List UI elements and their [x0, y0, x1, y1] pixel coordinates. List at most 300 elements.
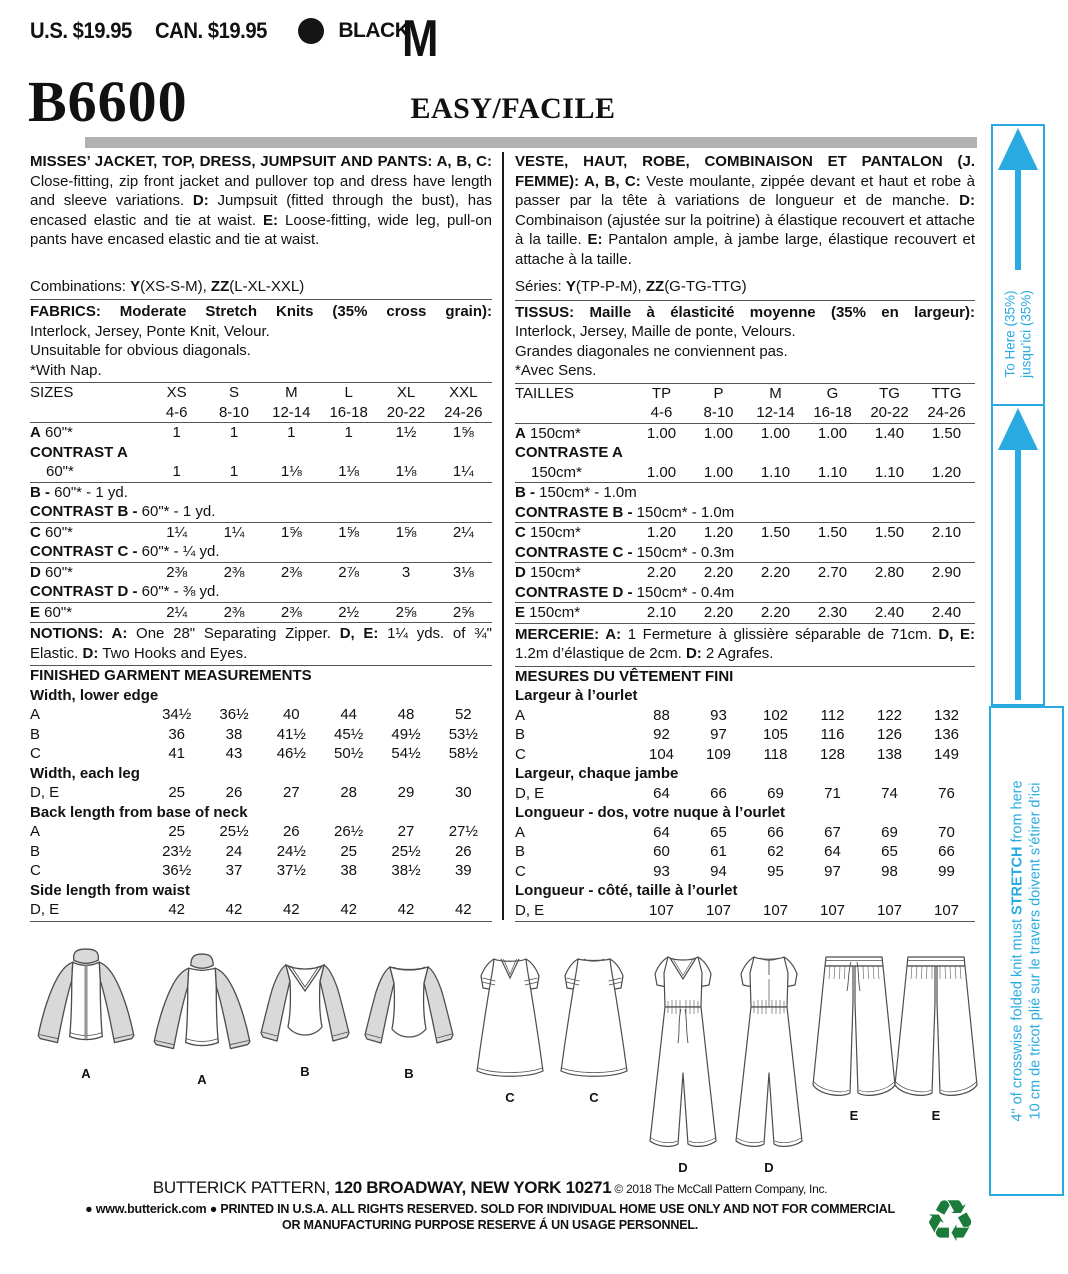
table-cell: 65: [710, 823, 727, 841]
mccalls-m-logo: M: [402, 9, 439, 68]
table-cell: 132: [933, 706, 960, 724]
table-cell: 23½: [162, 842, 192, 860]
table-cell: 1.20: [703, 524, 734, 541]
table-cell: 107: [705, 901, 732, 919]
table-cell: 92: [653, 726, 670, 743]
table-row: [515, 823, 975, 843]
table-cell: 67: [824, 823, 841, 841]
pants-back-illustration: [892, 946, 980, 1106]
recycle-icon: ♻: [924, 1187, 976, 1255]
table-row: [30, 822, 492, 842]
table-cell: 60: [653, 843, 670, 860]
table-cell: 2⅝: [452, 603, 474, 621]
table-cell: 16-18: [813, 404, 852, 421]
table-cell: 64: [653, 823, 670, 841]
table-cell: 25: [168, 823, 185, 840]
table-cell: 1.50: [817, 524, 848, 541]
table-cell: 1.50: [874, 524, 905, 541]
dress-back-illustration: [548, 946, 640, 1088]
table-cell: 1.20: [931, 463, 962, 481]
table-cell: 1⅛: [395, 463, 417, 480]
table-cell: 12-14: [756, 404, 795, 421]
row-label: C: [30, 862, 41, 879]
table-cell: 1.00: [646, 463, 677, 481]
row-label: B: [515, 843, 526, 860]
table-cell: 1⅝: [280, 523, 302, 541]
table-cell: 93: [653, 862, 670, 880]
table-row: [30, 502, 492, 522]
column-french: [515, 152, 975, 922]
table-cell: 30: [454, 784, 472, 801]
jumpsuit-front-illustration: [636, 944, 730, 1158]
row-label: A: [30, 823, 41, 840]
table-cell: 41½: [276, 725, 306, 743]
row-label: B - 150cm* - 1.0m: [515, 484, 637, 501]
table-row: [30, 744, 492, 764]
table-cell: G: [826, 384, 839, 402]
table-cell: 1: [172, 424, 181, 441]
drawing-label: B: [300, 1064, 310, 1079]
table-row: [30, 403, 492, 423]
table-cell: 36½: [219, 706, 249, 723]
drawing-label: A: [197, 1072, 207, 1087]
row-label: D, E: [30, 784, 60, 801]
table-cell: M: [285, 384, 298, 401]
table-cell: 2⅜: [223, 603, 245, 621]
table-row: [515, 583, 975, 603]
rights-line-2: OR MANUFACTURING PURPOSE RESERVE Á UN USAGE PERSONNEL.: [281, 1218, 699, 1232]
row-label: Width, lower edge: [30, 686, 159, 704]
table-cell: 64: [653, 784, 670, 802]
table-cell: TG: [879, 384, 900, 402]
table-row: [515, 784, 975, 804]
table-cell: 46½: [276, 745, 306, 762]
table-row: [515, 842, 975, 862]
table-cell: 2.80: [874, 564, 905, 581]
table-cell: 1⅝: [395, 523, 417, 541]
table-cell: 99: [938, 862, 955, 880]
column-english: [30, 152, 492, 922]
top-back-illustration: [356, 952, 462, 1064]
footer: [40, 1178, 940, 1232]
table-cell: 27: [282, 784, 300, 801]
table-cell: 118: [763, 745, 788, 763]
table-cell: 1: [287, 424, 296, 441]
table-cell: 66: [767, 823, 784, 841]
table-cell: 2.40: [931, 604, 962, 621]
table-row: [515, 901, 975, 921]
row-label: C: [30, 745, 41, 762]
table-cell: 4-6: [650, 404, 673, 421]
fabrics-heading: FABRICS: Moderate Stretch Knits (35% cross grain):: [30, 303, 492, 320]
fabrics-block-fr: TISSUS: Maille à élasticité moyenne (35% en largeur): Interlock, Jersey, Maille de ponte, Velours. Grandes diagonales ne conviennent pas. *Avec Sens.: [515, 303, 975, 379]
drawing-label: E: [931, 1108, 941, 1123]
pattern-number: B6600: [28, 69, 188, 134]
table-cell: 107: [648, 901, 675, 919]
table-cell: 138: [876, 745, 903, 763]
table-cell: 29: [397, 784, 415, 801]
drawing-dress-front: [464, 946, 556, 1105]
table-row: [30, 602, 492, 623]
row-label: TAILLES: [515, 384, 574, 402]
table-cell: 1.50: [931, 424, 962, 442]
row-label: D 60"*: [30, 563, 73, 581]
table-cell: 27: [397, 823, 415, 840]
table-cell: 1: [172, 463, 181, 480]
column-divider: [502, 152, 504, 920]
table-row: [30, 881, 492, 901]
table-cell: M: [769, 384, 782, 402]
row-label: Longueur - dos, votre nuque à l’ourlet: [515, 804, 786, 821]
table-cell: S: [228, 384, 239, 401]
table-cell: TTG: [931, 384, 962, 402]
table-cell: 8-10: [218, 403, 249, 421]
table-cell: XL: [396, 384, 416, 401]
table-row: [30, 482, 492, 503]
table-cell: 66: [710, 784, 727, 802]
row-label: C: [515, 745, 526, 763]
table-cell: 107: [762, 901, 789, 919]
table-cell: 38½: [391, 862, 421, 879]
table-cell: 42: [282, 901, 300, 918]
row-label: C 60"*: [30, 523, 73, 541]
table-cell: 42: [225, 901, 243, 918]
drawing-label: B: [404, 1066, 414, 1081]
price-can: CAN. $19.95: [154, 18, 267, 43]
yardage-table-fr: [515, 383, 975, 624]
table-cell: 70: [938, 823, 955, 841]
table-cell: 107: [933, 901, 960, 919]
drawing-label: D: [678, 1160, 688, 1175]
measurements-title-en: FINISHED GARMENT MEASUREMENTS: [30, 667, 312, 684]
table-row: [30, 382, 492, 403]
row-label: CONTRASTE D - 150cm* - 0.4m: [515, 583, 735, 601]
table-cell: 37: [225, 862, 243, 879]
table-row: [30, 422, 492, 443]
row-label: B - 60"* - 1 yd.: [30, 483, 128, 501]
table-cell: 2.20: [760, 604, 791, 621]
table-row: [515, 745, 975, 765]
row-label: E 60"*: [30, 603, 73, 621]
table-row: [30, 842, 492, 862]
row-label: CONTRASTE B - 150cm* - 1.0m: [515, 503, 735, 521]
table-row: [515, 503, 975, 523]
dress-front-illustration: [464, 946, 556, 1088]
row-label: CONTRAST C - 60"* - ¼ yd.: [30, 543, 220, 560]
table-cell: 128: [819, 745, 846, 763]
yardage-table-en: [30, 382, 492, 623]
measurements-table-en: [30, 665, 492, 922]
table-row: [30, 462, 492, 482]
row-label: B: [30, 725, 41, 743]
row-label: D, E: [30, 901, 60, 918]
table-cell: 2⅞: [338, 563, 360, 581]
drawing-dress-back: [548, 946, 640, 1105]
table-cell: 38: [340, 862, 357, 879]
jacket-back-illustration: [146, 952, 258, 1070]
up-arrow-stem: [1015, 168, 1021, 270]
row-label: B: [515, 726, 526, 743]
drawing-label: E: [849, 1108, 859, 1123]
drawing-jacket-front: [30, 946, 142, 1081]
table-cell: 1: [229, 424, 239, 441]
table-cell: 2¼: [166, 603, 188, 621]
table-cell: 122: [876, 706, 903, 724]
row-label: D, E: [515, 784, 545, 802]
table-cell: 62: [767, 843, 784, 860]
table-row: [30, 686, 492, 706]
table-row: [515, 403, 975, 423]
row-label: B: [30, 842, 41, 860]
table-row: [515, 862, 975, 882]
stretch-gauge-column: [991, 124, 1045, 706]
table-cell: 26½: [334, 823, 364, 840]
table-cell: 64: [824, 843, 841, 860]
row-label: Largeur à l’ourlet: [515, 687, 638, 704]
table-cell: 36: [168, 725, 185, 743]
notions-paragraph-fr: MERCERIE: A: 1 Fermeture à glissière séparable de 71cm. D, E: 1.2m d’élastique de 2cm. D: 2 Agrafes.: [515, 625, 975, 662]
jumpsuit-back-illustration: [722, 944, 816, 1158]
table-cell: 61: [710, 843, 727, 860]
drawing-top-front: [252, 950, 358, 1079]
stretch-gauge-top-section: [993, 126, 1043, 406]
table-cell: TP: [651, 384, 672, 402]
table-cell: 66: [938, 843, 955, 860]
table-cell: 98: [881, 862, 898, 880]
row-label: CONTRASTE A: [515, 444, 623, 461]
to-here-label: To Here (35%) jusqu’ici (35%): [1002, 290, 1033, 378]
table-row: [515, 482, 975, 503]
drawing-label: A: [81, 1066, 91, 1081]
table-cell: 44: [340, 706, 357, 723]
table-cell: 4-6: [165, 403, 188, 421]
drawing-label: C: [589, 1090, 599, 1105]
table-cell: 109: [705, 745, 732, 763]
table-row: [30, 582, 492, 602]
table-cell: 69: [767, 784, 784, 802]
table-cell: 116: [820, 726, 845, 743]
table-cell: 20-22: [870, 404, 909, 421]
row-label: 150cm*: [531, 463, 582, 481]
table-row: [30, 900, 492, 920]
table-cell: 1.10: [874, 463, 905, 481]
table-cell: 2.40: [874, 604, 905, 621]
table-cell: 42: [454, 901, 472, 918]
table-cell: XS: [166, 384, 187, 401]
table-row: [515, 562, 975, 583]
stretch-instruction: 4" of crosswise folded knit must STRETCH from here 10 cm de tricot plié sur le travers doivent s’étirer d’ici: [1009, 780, 1043, 1122]
table-cell: XXL: [449, 384, 478, 401]
table-cell: 2.10: [646, 604, 677, 621]
table-cell: 53½: [448, 725, 478, 743]
table-cell: 26: [454, 842, 472, 860]
table-cell: 1.40: [874, 424, 905, 442]
table-cell: 2.30: [817, 604, 848, 621]
table-cell: 2.90: [931, 564, 962, 581]
table-cell: 1½: [395, 424, 417, 441]
color-dot-label: BLACK: [338, 19, 410, 42]
table-cell: 27½: [448, 823, 478, 840]
table-cell: 54½: [391, 745, 421, 762]
combinations-line-en: Combinations: Y(XS-S-M), ZZ(L-XL-XXL): [30, 277, 492, 301]
table-cell: 1.00: [646, 424, 677, 442]
row-label: Width, each leg: [30, 764, 140, 782]
table-cell: 25: [340, 842, 357, 860]
table-cell: 1⅝: [338, 523, 360, 541]
table-cell: 1: [344, 424, 353, 441]
table-cell: 24: [225, 842, 243, 860]
table-cell: 126: [876, 726, 903, 743]
table-cell: 42: [168, 901, 185, 918]
table-row: [515, 725, 975, 745]
table-cell: 1: [229, 463, 239, 480]
table-cell: 16-18: [329, 403, 368, 421]
table-row: [515, 383, 975, 404]
table-cell: P: [713, 384, 724, 402]
row-label: D 150cm*: [515, 564, 581, 581]
measurements-table-fr: [515, 666, 975, 923]
table-cell: 2.20: [703, 564, 734, 581]
notions-paragraph-en: NOTIONS: A: One 28" Separating Zipper. D, E: 1¼ yds. of ¾" Elastic. D: Two Hooks and Eyes.: [30, 625, 492, 662]
table-cell: 1¼: [452, 463, 474, 480]
table-row: [30, 443, 492, 463]
row-label: CONTRAST B - 60"* - 1 yd.: [30, 503, 216, 520]
table-cell: 37½: [276, 862, 306, 879]
table-row: [515, 764, 975, 784]
table-cell: 2⅜: [280, 603, 302, 621]
table-cell: 136: [933, 726, 960, 743]
table-cell: 1.50: [760, 524, 791, 541]
table-cell: 2⅝: [395, 603, 417, 621]
table-cell: 102: [762, 706, 789, 724]
price-us: U.S. $19.95: [30, 18, 132, 43]
table-row: [30, 705, 492, 725]
rights-line: ● www.butterick.com ● PRINTED IN U.S.A. ALL RIGHTS RESERVED. SOLD FOR INDIVIDUAL HOME USE ONLY AND NOT FOR COMMERCIAL: [85, 1202, 895, 1216]
table-cell: 65: [881, 843, 898, 860]
table-cell: 97: [710, 726, 727, 743]
table-cell: 104: [648, 745, 675, 763]
table-cell: 49½: [391, 725, 421, 743]
up-arrow-stem: [1015, 448, 1021, 700]
table-cell: 107: [819, 901, 846, 919]
table-row: [30, 803, 492, 823]
stretch-gauge-lower-section: [993, 406, 1043, 704]
combinations-line-fr: Séries: Y(TP-P-M), ZZ(G-TG-TTG): [515, 277, 975, 301]
table-cell: 107: [876, 901, 903, 919]
table-cell: 1⅝: [452, 424, 474, 441]
table-cell: 105: [762, 726, 789, 743]
table-cell: 39: [454, 862, 472, 879]
table-cell: 48: [397, 706, 415, 723]
table-cell: 149: [933, 745, 960, 763]
table-cell: 1⅛: [280, 463, 302, 480]
row-label: Longueur - côté, taille à l’ourlet: [515, 882, 738, 899]
table-cell: 42: [340, 901, 357, 918]
table-cell: 58½: [448, 745, 478, 762]
table-cell: 1¼: [223, 523, 245, 541]
table-cell: 26: [282, 823, 300, 840]
table-row: [30, 562, 492, 583]
table-cell: 2⅜: [280, 563, 302, 581]
table-cell: 1.00: [703, 463, 734, 481]
table-row: [30, 542, 492, 562]
drawing-label: D: [764, 1160, 774, 1175]
table-cell: 38: [225, 725, 243, 743]
table-row: [515, 522, 975, 543]
table-cell: L: [344, 384, 353, 401]
table-cell: 71: [824, 784, 841, 802]
table-cell: 36½: [162, 862, 192, 879]
drawing-pants-back: [892, 946, 980, 1123]
drawing-jacket-back: [146, 952, 258, 1087]
table-row: [30, 725, 492, 745]
table-row: [515, 686, 975, 706]
table-cell: 1.10: [817, 463, 848, 481]
row-label: SIZES: [30, 384, 74, 401]
table-row: [515, 443, 975, 463]
table-cell: 42: [397, 901, 415, 918]
tissus-heading: TISSUS: Maille à élasticité moyenne (35% en largeur):: [515, 303, 975, 321]
table-cell: 2.20: [703, 604, 734, 621]
copyright-text: © 2018 The McCall Pattern Company, Inc.: [611, 1182, 828, 1196]
table-cell: 25½: [219, 823, 249, 840]
table-cell: 2.20: [760, 564, 791, 581]
color-dot-icon: [298, 18, 324, 44]
row-label: 60"*: [46, 463, 74, 480]
table-cell: 2.10: [931, 524, 962, 541]
drawing-label: C: [505, 1090, 515, 1105]
table-row: [30, 522, 492, 543]
row-label: D, E: [515, 901, 545, 919]
table-cell: 1¼: [166, 523, 188, 541]
row-label: C 150cm*: [515, 524, 581, 541]
table-cell: 1.00: [817, 424, 848, 442]
fabrics-block-en: FABRICS: Moderate Stretch Knits (35% cross grain): Interlock, Jersey, Ponte Knit, Velour. Unsuitable for obvious diagonals. *With Nap.: [30, 303, 492, 379]
table-cell: 43: [225, 745, 243, 762]
row-label: A: [30, 706, 41, 723]
table-cell: 3⅛: [452, 563, 474, 581]
table-cell: 1.10: [760, 463, 791, 481]
table-cell: 2.20: [646, 564, 677, 581]
table-row: [515, 706, 975, 726]
table-row: [515, 543, 975, 563]
row-label: CONTRAST A: [30, 443, 128, 461]
table-row: [515, 602, 975, 623]
table-cell: 52: [454, 706, 472, 723]
row-label: Largeur, chaque jambe: [515, 765, 679, 782]
table-row: [515, 803, 975, 823]
table-cell: 12-14: [272, 403, 311, 421]
table-cell: 97: [824, 862, 841, 880]
table-cell: 45½: [334, 725, 364, 743]
table-cell: 2.70: [817, 564, 848, 581]
table-cell: 25½: [391, 842, 421, 860]
table-cell: 40: [282, 706, 300, 723]
table-cell: 2⅜: [223, 563, 245, 581]
description-paragraph-fr: VESTE, HAUT, ROBE, COMBINAISON ET PANTALON (J. FEMME): A, B, C: Veste moulante, zippée devant et haut et robe à passer par la tête à variations de longueur et de manche. D: Combinaison (ajustée sur la poitrine) à élastique recouvert et attache à la taille. E: Pantalon ample, à jambe large, élastique recouvert et attache à la taille.: [515, 153, 976, 268]
row-label: E 150cm*: [515, 604, 581, 621]
table-cell: 24-26: [927, 404, 966, 421]
table-cell: 1.00: [703, 424, 734, 442]
row-label: A 60"*: [30, 424, 73, 441]
table-cell: 95: [767, 862, 784, 880]
table-row: [30, 764, 492, 784]
table-cell: 2⅜: [166, 563, 188, 581]
table-cell: 74: [881, 784, 898, 802]
table-cell: 20-22: [386, 403, 426, 421]
pants-front-illustration: [810, 946, 898, 1106]
header-bar: [30, 18, 409, 44]
